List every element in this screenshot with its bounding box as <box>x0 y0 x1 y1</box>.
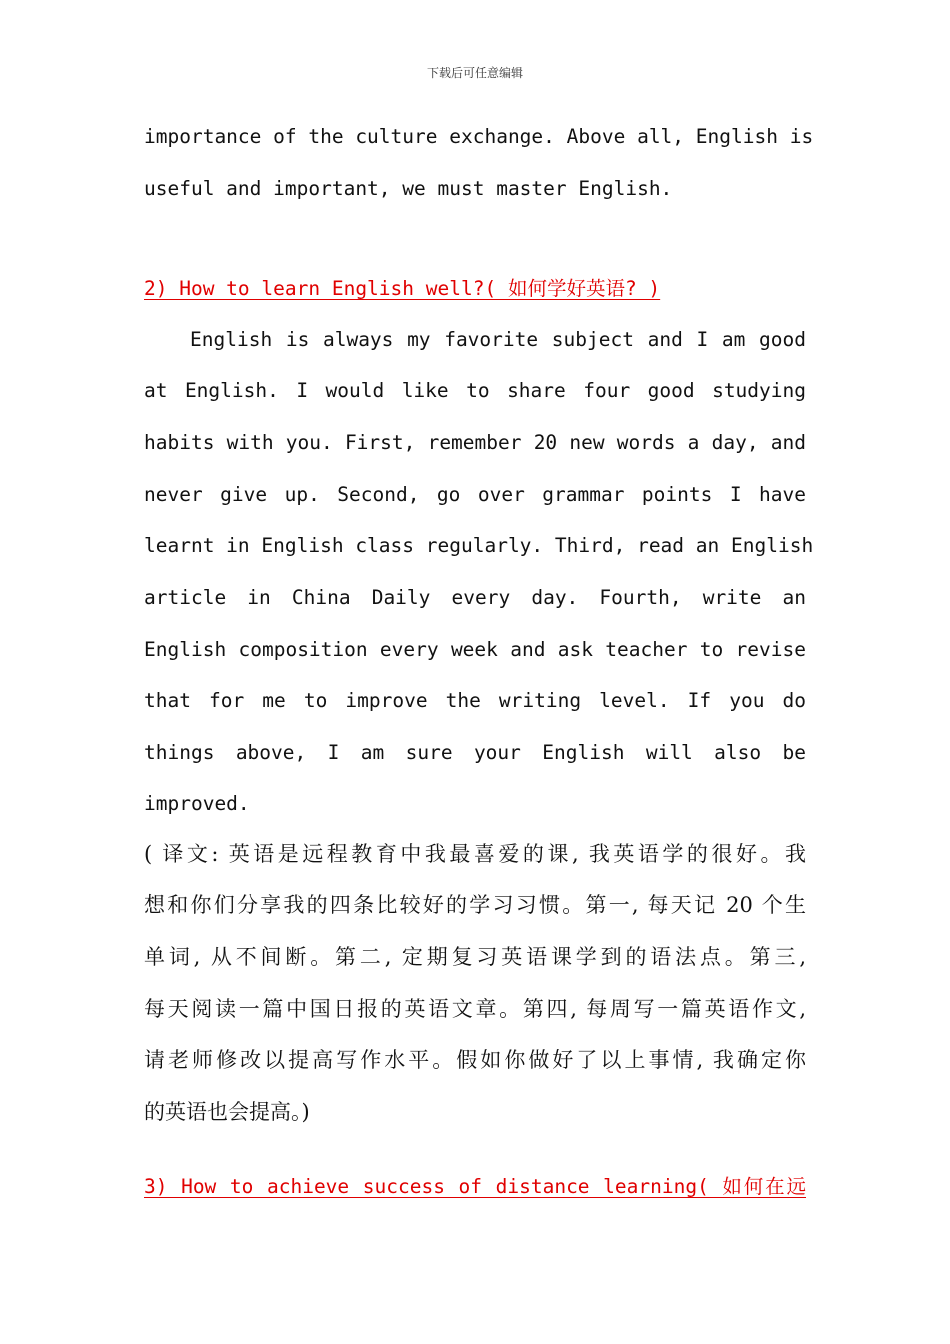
translation-line: 每天阅读一篇中国日报的英语文章。第四, 每周写一篇英语作文, <box>144 997 806 1021</box>
paragraph-line: article in China Daily every day. Fourth, write an <box>144 586 806 609</box>
translation-line: 单词, 从不间断。第二, 定期复习英语课学到的语法点。第三, <box>144 945 806 969</box>
translation-line: 的英语也会提高。) <box>144 1100 310 1124</box>
translation-line: ( 译文: 英语是远程教育中我最喜爱的课, 我英语学的很好。我 <box>144 842 806 866</box>
paragraph-line: never give up. Second, go over grammar points I have <box>144 483 806 506</box>
paragraph-line: at English. I would like to share four good studying <box>144 379 806 402</box>
paragraph-line: English is always my favorite subject and I am good <box>190 328 806 351</box>
paragraph-line: habits with you. First, remember 20 new words a day, and <box>144 431 806 454</box>
translation-line: 请老师修改以提高写作水平。假如你做好了以上事情, 我确定你 <box>144 1048 806 1072</box>
paragraph-line: things above, I am sure your English will also be <box>144 741 806 764</box>
page-header-note: 下载后可任意编辑 <box>426 66 523 80</box>
text-line: importance of the culture exchange. Above all, English is <box>144 125 814 148</box>
paragraph-line: that for me to improve the writing level. If you do <box>144 689 806 712</box>
text-line: useful and important, we must master English. <box>144 177 673 200</box>
paragraph-line: learnt in English class regularly. Third, read an English <box>144 534 814 557</box>
paragraph-line: improved. <box>144 792 250 815</box>
section-heading: 2) How to learn English well?( 如何学好英语? ) <box>144 277 661 300</box>
section-heading: 3) How to achieve success of distance learning( 如何在远 <box>144 1175 806 1198</box>
translation-line: 想和你们分享我的四条比较好的学习习惯。第一, 每天记 20 个生 <box>144 893 806 917</box>
paragraph-line: English composition every week and ask teacher to revise <box>144 638 806 661</box>
